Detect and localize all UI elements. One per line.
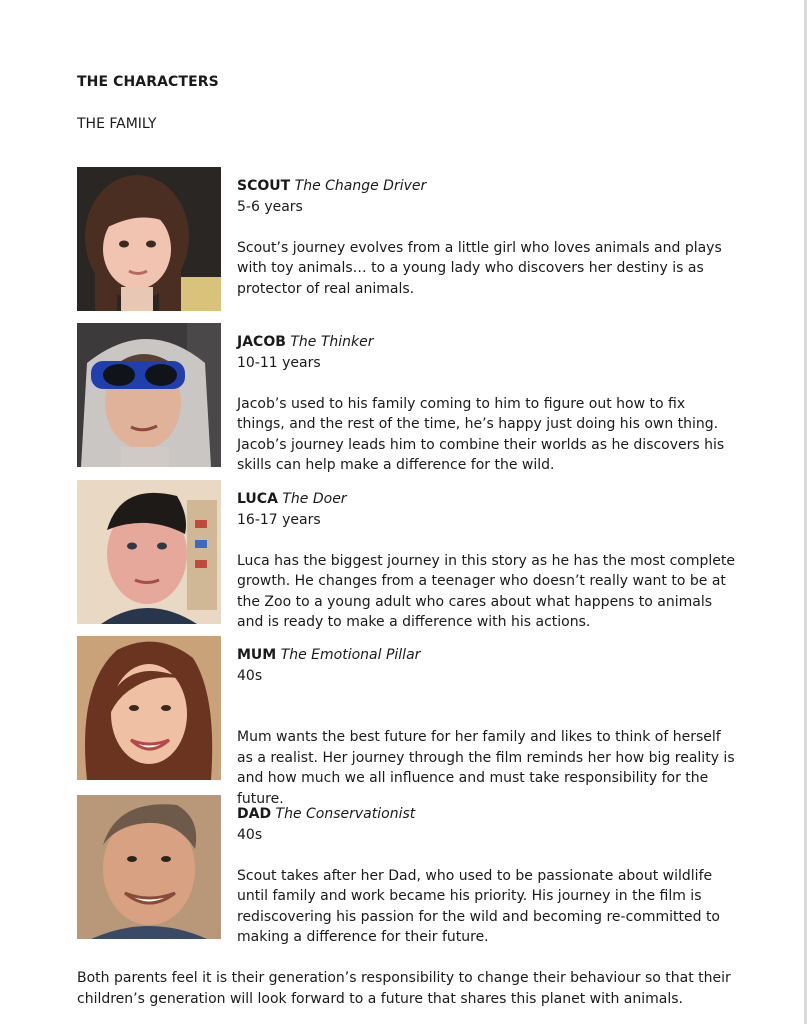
character-age: 5-6 years xyxy=(237,198,303,215)
scout-info xyxy=(237,176,737,299)
character-role: The Emotional Pillar xyxy=(280,647,421,663)
scout-photo xyxy=(77,167,221,311)
jacob-info xyxy=(237,332,737,476)
section-subtitle: THE FAMILY xyxy=(77,116,157,132)
character-age: 40s xyxy=(237,667,263,684)
character-name: MUM xyxy=(237,647,277,663)
character-age: 16-17 years xyxy=(237,511,321,528)
jacob-photo xyxy=(77,323,221,467)
character-role: The Doer xyxy=(282,491,347,507)
character-name: SCOUT xyxy=(237,178,291,194)
luca-info xyxy=(237,489,737,633)
character-name: DAD xyxy=(237,806,272,822)
character-role: The Thinker xyxy=(290,334,374,350)
character-name: LUCA xyxy=(237,491,278,507)
character-description: Scout’s journey evolves from a little girl who loves animals and plays with toy animals… to a young lady who discovers her destiny is as protector of real animals. xyxy=(237,239,722,297)
character-role: The Change Driver xyxy=(294,178,427,194)
character-name: JACOB xyxy=(237,334,286,350)
character-description: Luca has the biggest journey in this story as he has the most complete growth. He changes from a teenager who doesn’t really want to be at the Zoo to a young adult who cares about what happens to animals and is ready to make a difference with his actions. xyxy=(237,552,735,630)
mum-photo xyxy=(77,636,221,780)
dad-info xyxy=(237,804,737,948)
character-description: Mum wants the best future for her family and likes to think of herself as a realist. Her journey through the film reminds her how big reality is and how much we all influence and must take responsibility for the future. xyxy=(237,729,735,807)
character-description: Jacob’s used to his family coming to him to figure out how to fix things, and the rest of the time, he’s happy just doing his own thing. Jacob’s journey leads him to combine their worlds as he discovers his skills can help make a difference for the wild. xyxy=(237,395,725,473)
character-description: Scout takes after her Dad, who used to be passionate about wildlife until family and work became his priority. His journey in the film is rediscovering his passion for the wild and becoming re-committed to making a difference for their future. xyxy=(237,867,720,945)
luca-photo xyxy=(77,480,221,624)
character-age: 10-11 years xyxy=(237,354,321,371)
closing-paragraph: Both parents feel it is their generation’s responsibility to change their behaviour so that their children’s generation will look forward to a future that shares this planet with animals. xyxy=(77,970,731,1007)
dad-photo xyxy=(77,795,221,939)
page-title: THE CHARACTERS xyxy=(77,74,219,90)
character-age: 40s xyxy=(237,826,263,843)
mum-info xyxy=(237,645,737,809)
character-role: The Conservationist xyxy=(275,806,416,822)
